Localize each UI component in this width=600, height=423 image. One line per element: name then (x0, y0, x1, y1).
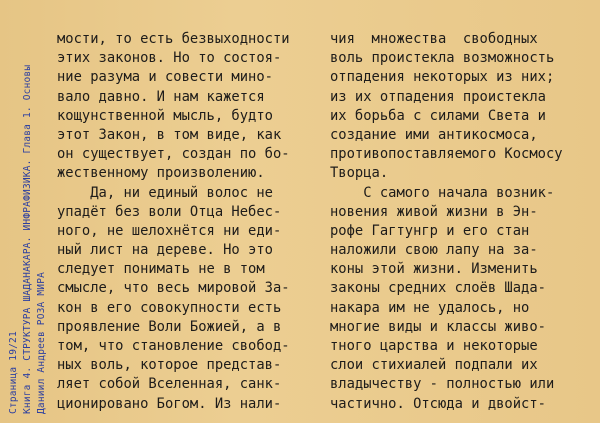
chapter-label: Книга 4. СТРУКТУРА ШАДАНАКАРА. ИНФРАФИЗИКА. Глава 1. Основы (22, 64, 33, 414)
margin-header (2, 0, 48, 423)
text-line: наложили свою лапу на за- (330, 242, 538, 259)
text-line: создание ими антикосмоса, (330, 126, 538, 143)
text-line: ляет собой Вселенная, санк- (57, 376, 282, 393)
text-line: том, что становление свобод- (57, 338, 290, 354)
text-line: упадёт без воли Отца Небес- (57, 203, 282, 220)
text-line: С самого начала возник- (330, 184, 555, 201)
text-line: из их отпадения проистекла (330, 88, 546, 105)
text-line: противопоставляемого Космосу (330, 146, 563, 163)
text-line: проявление Воли Божией, а в (57, 318, 282, 335)
text-line: чия множества свободных (330, 31, 538, 47)
text-line: мости, то есть безвыходности (57, 31, 290, 47)
text-line: следует понимать не в том (57, 261, 265, 278)
text-line: воль проистекла возможность (330, 50, 555, 67)
text-line: рофе Гагтунгр и его стан (330, 222, 530, 239)
page-number-label: Страница 19/21 (8, 331, 19, 414)
text-line: накара им не удалось, но (330, 299, 530, 316)
text-line: законы средних слоёв Шада- (330, 280, 546, 297)
text-line: ного, не шелохнётся ни еди- (57, 222, 282, 239)
text-line: вало давно. И нам кажется (57, 88, 265, 105)
text-line: слои стихиалей подпали их (330, 357, 538, 374)
text-line: ных воль, которое представ- (57, 357, 282, 374)
book-title-label: Даниил Андреев РОЗА МИРА (36, 271, 47, 414)
text-line: ный лист на дереве. Но это (57, 242, 273, 259)
text-line: многие виды и классы живо- (330, 318, 546, 335)
text-line: этот Закон, в том виде, как (57, 126, 282, 143)
text-line: ционировано Богом. Из нали- (57, 395, 282, 412)
text-line: смысле, что весь мировой За- (57, 280, 290, 297)
text-line: кощунственной мысль, будто (57, 107, 273, 124)
text-line: их борьба с силами Света и (330, 107, 546, 124)
text-line: частично. Отсюда и двойст- (330, 395, 546, 412)
text-column-left (57, 30, 297, 414)
text-line: он существует, создан по бо- (57, 146, 290, 163)
text-line: коны этой жизни. Изменить (330, 261, 538, 278)
text-line: кон в его совокупности есть (57, 299, 282, 316)
text-line: отпадения некоторых из них; (330, 69, 555, 86)
text-line: ние разума и совести мино- (57, 69, 273, 86)
text-line: этих законов. Но то состоя- (57, 50, 282, 67)
text-line: Да, ни единый волос не (57, 184, 273, 201)
text-line: владычеству - полностью или (330, 376, 555, 393)
text-column-right (330, 30, 576, 414)
text-line: Творца. (330, 165, 389, 182)
text-line: тного царства и некоторые (330, 338, 538, 354)
text-line: жественному произволению. (57, 165, 265, 182)
text-line: новения живой жизни в Эн- (330, 203, 538, 220)
